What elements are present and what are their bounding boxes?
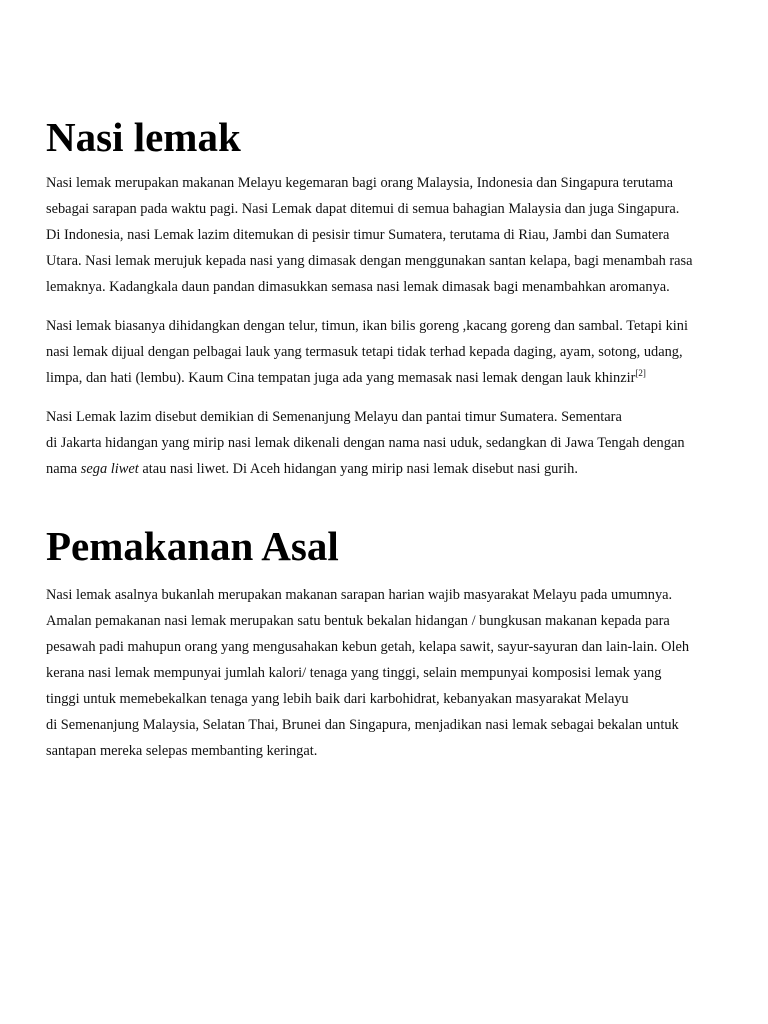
text-line: nasi lemak dijual dengan pelbagai lauk yang termasuk tetapi tidak terhad kepada daging, ayam, sotong, udang, xyxy=(46,344,683,360)
paragraph-intro xyxy=(46,170,724,300)
text-segment: nama xyxy=(46,461,81,477)
paragraph-side-dishes xyxy=(46,313,724,391)
footnote-link[interactable]: [2] xyxy=(635,368,646,378)
text-line: Amalan pemakanan nasi lemak merupakan satu bentuk bekalan hidangan / bungkusan makanan kepada para xyxy=(46,613,670,629)
text-line: Nasi lemak asalnya bukanlah merupakan makanan sarapan harian wajib masyarakat Melayu pada umumnya. xyxy=(46,587,673,603)
text-line: santapan mereka selepas membanting keringat. xyxy=(46,743,318,759)
paragraph-origin xyxy=(46,582,724,764)
text-line: di Semenanjung Malaysia, Selatan Thai, Brunei dan Singapura, menjadikan nasi lemak sebagai bekalan untuk xyxy=(46,717,679,733)
section-heading: Pemakanan Asal xyxy=(46,523,339,569)
text-line: lemaknya. Kadangkala daun pandan dimasukkan semasa nasi lemak dimasak bagi menambahkan aromanya. xyxy=(46,279,670,295)
paragraph-regional-names xyxy=(46,404,724,482)
text-line: Nasi lemak biasanya dihidangkan dengan telur, timun, ikan bilis goreng ,kacang goreng dan sambal. Tetapi kini xyxy=(46,318,688,334)
text-line: pesawah padi mahupun orang yang mengusahakan kebun getah, kelapa sawit, sayur-sayuran dan lain-lain. Oleh xyxy=(46,639,690,655)
page-title: Nasi lemak xyxy=(46,114,241,160)
text-line xyxy=(46,456,724,482)
text-segment: atau nasi liwet. Di Aceh hidangan yang mirip nasi lemak disebut nasi gurih. xyxy=(138,461,578,477)
text-line xyxy=(46,365,724,391)
text-segment: limpa, dan hati (lembu). Kaum Cina tempatan juga ada yang memasak nasi lemak dengan lauk khinzir xyxy=(46,370,636,386)
italic-term: sega liwet xyxy=(80,461,139,477)
text-line: Utara. Nasi lemak merujuk kepada nasi yang dimasak dengan menggunakan santan kelapa, bagi menambah rasa xyxy=(46,253,693,269)
text-line: Nasi Lemak lazim disebut demikian di Semenanjung Melayu dan pantai timur Sumatera. Sementara xyxy=(46,409,622,425)
text-line: Di Indonesia, nasi Lemak lazim ditemukan di pesisir timur Sumatera, terutama di Riau, Jambi dan Sumatera xyxy=(46,227,670,243)
text-line: sebagai sarapan pada waktu pagi. Nasi Lemak dapat ditemui di semua bahagian Malaysia dan juga Singapura. xyxy=(46,201,680,217)
text-line: tinggi untuk memebekalkan tenaga yang lebih baik dari karbohidrat, kebanyakan masyarakat Melayu xyxy=(46,691,629,707)
text-line: di Jakarta hidangan yang mirip nasi lemak dikenali dengan nama nasi uduk, sedangkan di Jawa Tengah dengan xyxy=(46,435,685,451)
text-line: Nasi lemak merupakan makanan Melayu kegemaran bagi orang Malaysia, Indonesia dan Singapura terutama xyxy=(46,175,673,191)
text-line: kerana nasi lemak mempunyai jumlah kalori/ tenaga yang tinggi, selain mempunyai komposisi lemak yang xyxy=(46,665,662,681)
